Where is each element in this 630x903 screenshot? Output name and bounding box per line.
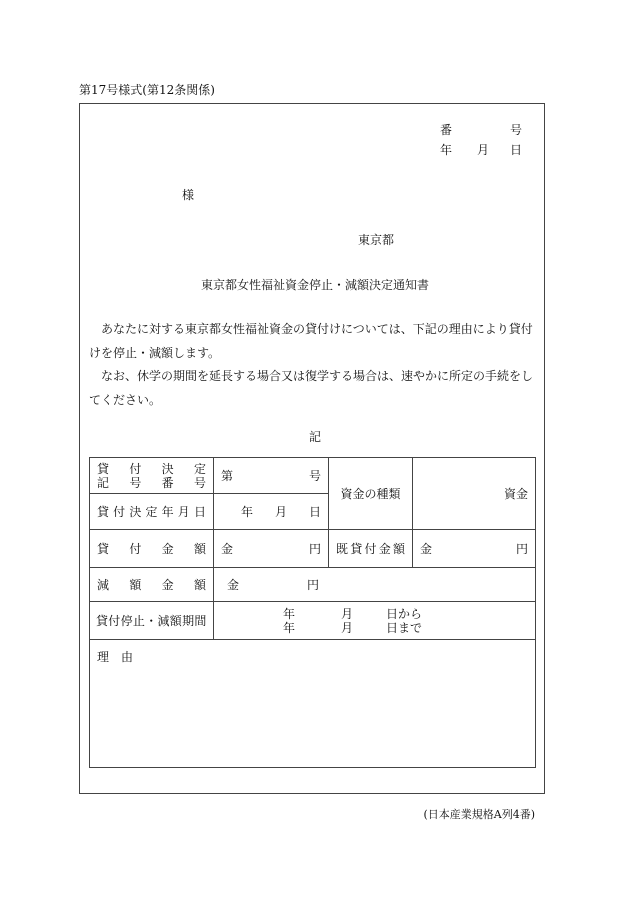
ki-heading: 記 (308, 430, 321, 444)
document-number-line (440, 121, 522, 138)
from-year-label: 年 (283, 606, 296, 621)
label-char: 年 (161, 505, 174, 519)
body-line-1: あなたに対する東京都女性福祉資金の貸付けについては、下記の理由により貸付 (101, 322, 533, 336)
already-loaned-amount-label (329, 530, 413, 568)
body-line-4: てください。 (89, 392, 162, 407)
already-loaned-amount-field[interactable] (413, 530, 536, 568)
label-char: 記 (97, 475, 110, 490)
fund-type-label: 資金の種類 (329, 458, 413, 530)
date-day-label: 日 (510, 143, 523, 157)
from-day-label: 日から (386, 606, 423, 621)
label-char: 付 (129, 461, 142, 476)
to-month-label: 月 (341, 620, 354, 635)
loan-decision-number-field[interactable] (214, 458, 329, 494)
label-char: 貸 (350, 542, 363, 556)
to-year-label: 年 (283, 620, 296, 635)
label-char: 付 (364, 542, 377, 556)
label-char: 金 (161, 578, 174, 592)
en-label: 円 (515, 542, 528, 556)
fund-type-suffix: 資金 (503, 487, 528, 501)
label-char: 貸 (97, 461, 110, 476)
label-char: 既 (336, 542, 349, 556)
day-label: 日 (308, 505, 321, 519)
suspension-period-label: 貸付停止・減額期間 (90, 602, 214, 640)
date-year-label: 年 (440, 143, 453, 157)
month-label: 月 (274, 505, 287, 519)
label-char: 日 (193, 505, 206, 519)
reason-label-char: 由 (121, 650, 134, 664)
reason-label-char: 理 (97, 650, 110, 664)
document-title: 東京都女性福祉資金停止・減額決定通知書 (200, 278, 429, 292)
go-label: 号 (308, 469, 321, 483)
kin-label: 金 (221, 542, 234, 556)
label-char: 付 (129, 542, 142, 556)
label-char: 号 (129, 475, 142, 490)
reduction-amount-field[interactable] (214, 568, 536, 602)
reason-field[interactable] (90, 640, 536, 768)
en-label: 円 (308, 542, 321, 556)
label-char: 貸 (97, 542, 110, 556)
go-label: 号 (509, 123, 522, 137)
from-month-label: 月 (341, 606, 354, 621)
label-char: 貸 (97, 505, 110, 519)
issuer-name: 東京都 (358, 233, 395, 247)
year-label: 年 (241, 505, 254, 519)
fund-type-field[interactable] (413, 458, 536, 530)
label-char: 定 (193, 461, 206, 476)
loan-decision-date-field[interactable] (214, 494, 329, 530)
label-char: 額 (193, 578, 206, 592)
loan-decision-number-label (90, 458, 214, 494)
kin-label: 金 (227, 578, 240, 592)
form-number-label: 第17号様式(第12条関係) (79, 83, 215, 97)
kin-label: 金 (420, 542, 433, 556)
dai-label: 第 (221, 469, 234, 483)
label-char: 決 (161, 461, 174, 476)
body-text (89, 318, 535, 412)
body-line-3: なお、休学の期間を延長する場合又は復学する場合は、速やかに所定の手続をし (101, 369, 534, 383)
label-char: 決 (129, 505, 142, 519)
label-char: 金 (378, 542, 391, 556)
ban-label: 番 (440, 123, 453, 137)
en-label: 円 (307, 578, 320, 592)
label-char: 額 (193, 542, 206, 556)
body-line-2: けを停止・減額します。 (89, 345, 221, 360)
label-char: 額 (129, 578, 142, 592)
label-char: 金 (161, 542, 174, 556)
label-char: 額 (392, 542, 405, 556)
addressee-sama: 様 (182, 188, 195, 202)
label-char: 付 (113, 505, 126, 519)
date-month-label: 月 (477, 143, 490, 157)
details-table (89, 457, 536, 768)
loan-amount-label (90, 530, 214, 568)
label-char: 月 (177, 505, 190, 519)
loan-amount-field[interactable] (214, 530, 329, 568)
label-char: 号 (193, 475, 206, 490)
suspension-period-field[interactable] (214, 602, 536, 640)
label-char: 番 (161, 475, 174, 490)
label-char: 定 (145, 505, 158, 519)
reduction-amount-label (90, 568, 214, 602)
jis-size-note: (日本産業規格A列4番) (423, 808, 535, 821)
label-char: 減 (97, 578, 110, 592)
loan-decision-date-label (90, 494, 214, 530)
to-day-label: 日まで (386, 620, 423, 635)
